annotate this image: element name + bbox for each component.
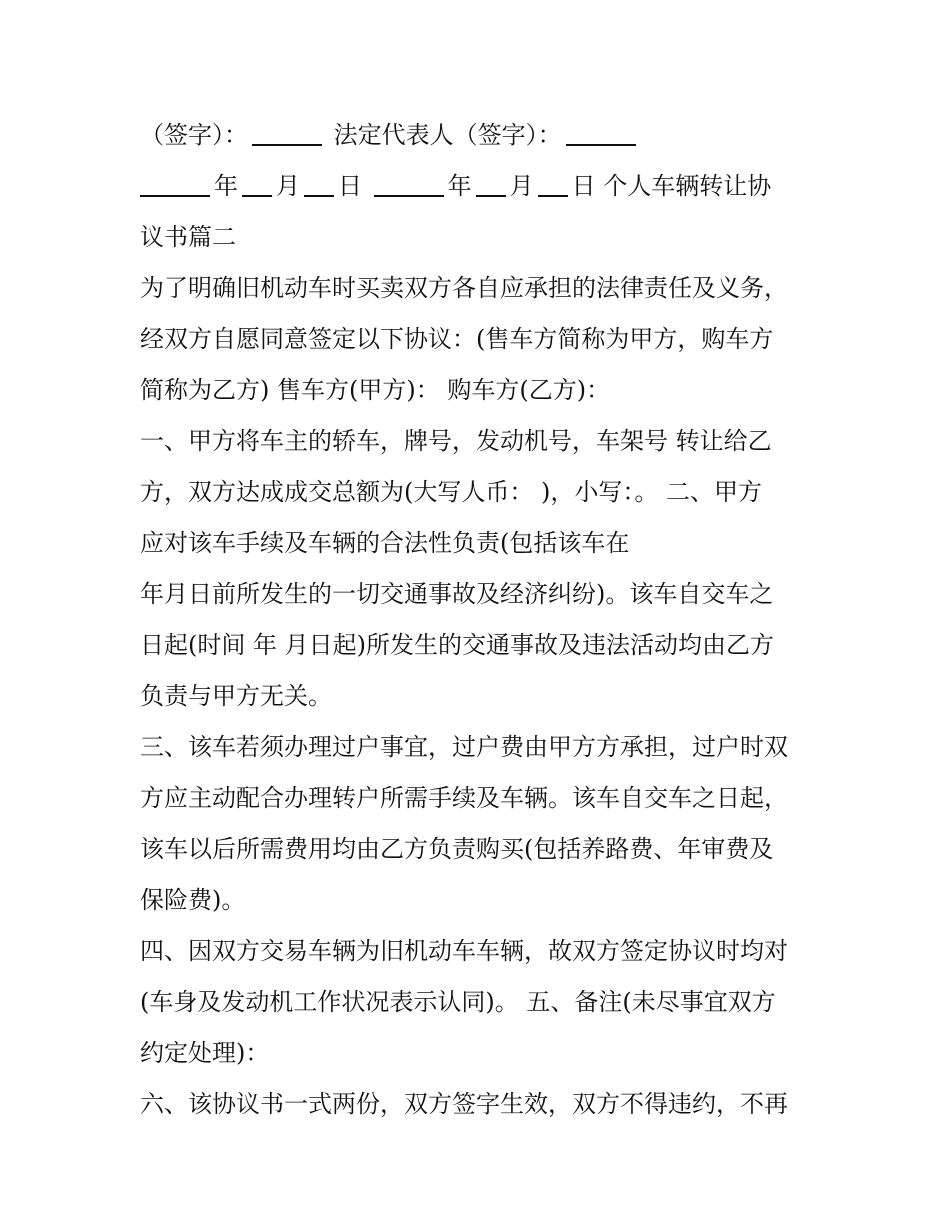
document-title-part1: 个人车辆转让协 xyxy=(603,172,772,200)
month-label: 月 xyxy=(276,172,300,200)
day-label-2: 日 xyxy=(571,172,596,200)
text-line: 经双方自愿同意签定以下协议：(售车方简称为甲方，购车方 xyxy=(140,325,774,353)
text-line: 三、该车若须办理过户事宜，过户费由甲方方承担，过户时双 xyxy=(140,733,788,761)
legal-rep-label: 法定代表人（签字）： xyxy=(333,121,562,149)
month-label-2: 月 xyxy=(509,172,534,200)
date-line xyxy=(140,161,820,212)
text-line: 方，双方达成成交总额为(大写人币： )，小写：。 二、甲方 xyxy=(140,478,762,506)
text-line: 保险费)。 xyxy=(140,886,246,914)
day-blank xyxy=(304,167,334,197)
text-line: 应对该车手续及车辆的合法性负责(包括该车在 xyxy=(140,529,630,557)
day-label: 日 xyxy=(338,172,362,200)
year-blank-2 xyxy=(374,167,444,197)
text-line: 方应主动配合办理转户所需手续及车辆。该车自交车之日起， xyxy=(140,784,788,812)
text-line: 负责与甲方无关。 xyxy=(140,682,332,710)
text-line: 简称为乙方) 售车方(甲方)： 购车方(乙方)： xyxy=(140,376,611,404)
legal-rep-signature-blank xyxy=(566,116,636,146)
text-line: 四、因双方交易车辆为旧机动车车辆，故双方签定协议时均对 xyxy=(140,937,788,965)
document-title-part2: 议书篇二 xyxy=(140,223,236,251)
sign-label: （签字）： xyxy=(140,121,248,149)
signature-line xyxy=(140,110,820,161)
text-line: 约定处理)： xyxy=(140,1039,270,1067)
text-line: 该车以后所需费用均由乙方负责购买(包括养路费、年审费及 xyxy=(140,835,774,863)
year-label-2: 年 xyxy=(447,172,472,200)
text-line: 为了明确旧机动车时买卖双方各自应承担的法律责任及义务， xyxy=(140,274,788,302)
year-blank xyxy=(140,167,210,197)
year-label: 年 xyxy=(214,172,238,200)
text-line: (车身及发动机工作状况表示认同)。 五、备注(未尽事宜双方 xyxy=(140,988,776,1016)
text-line: 年月日前所发生的一切交通事故及经济纠纷)。该车自交车之 xyxy=(140,580,774,608)
month-blank-2 xyxy=(476,167,506,197)
signature-blank xyxy=(252,116,322,146)
month-blank xyxy=(242,167,272,197)
text-line: 日起(时间 年 月日起)所发生的交通事故及违法活动均由乙方 xyxy=(140,631,774,659)
text-line: 六、该协议书一式两份，双方签字生效，双方不得违约，不再 xyxy=(140,1090,788,1118)
document-title-line xyxy=(140,212,820,263)
text-line: 一、甲方将车主的轿车，牌号，发动机号，车架号 转让给乙 xyxy=(140,427,772,455)
document-page xyxy=(140,110,820,1130)
day-blank-2 xyxy=(538,167,568,197)
